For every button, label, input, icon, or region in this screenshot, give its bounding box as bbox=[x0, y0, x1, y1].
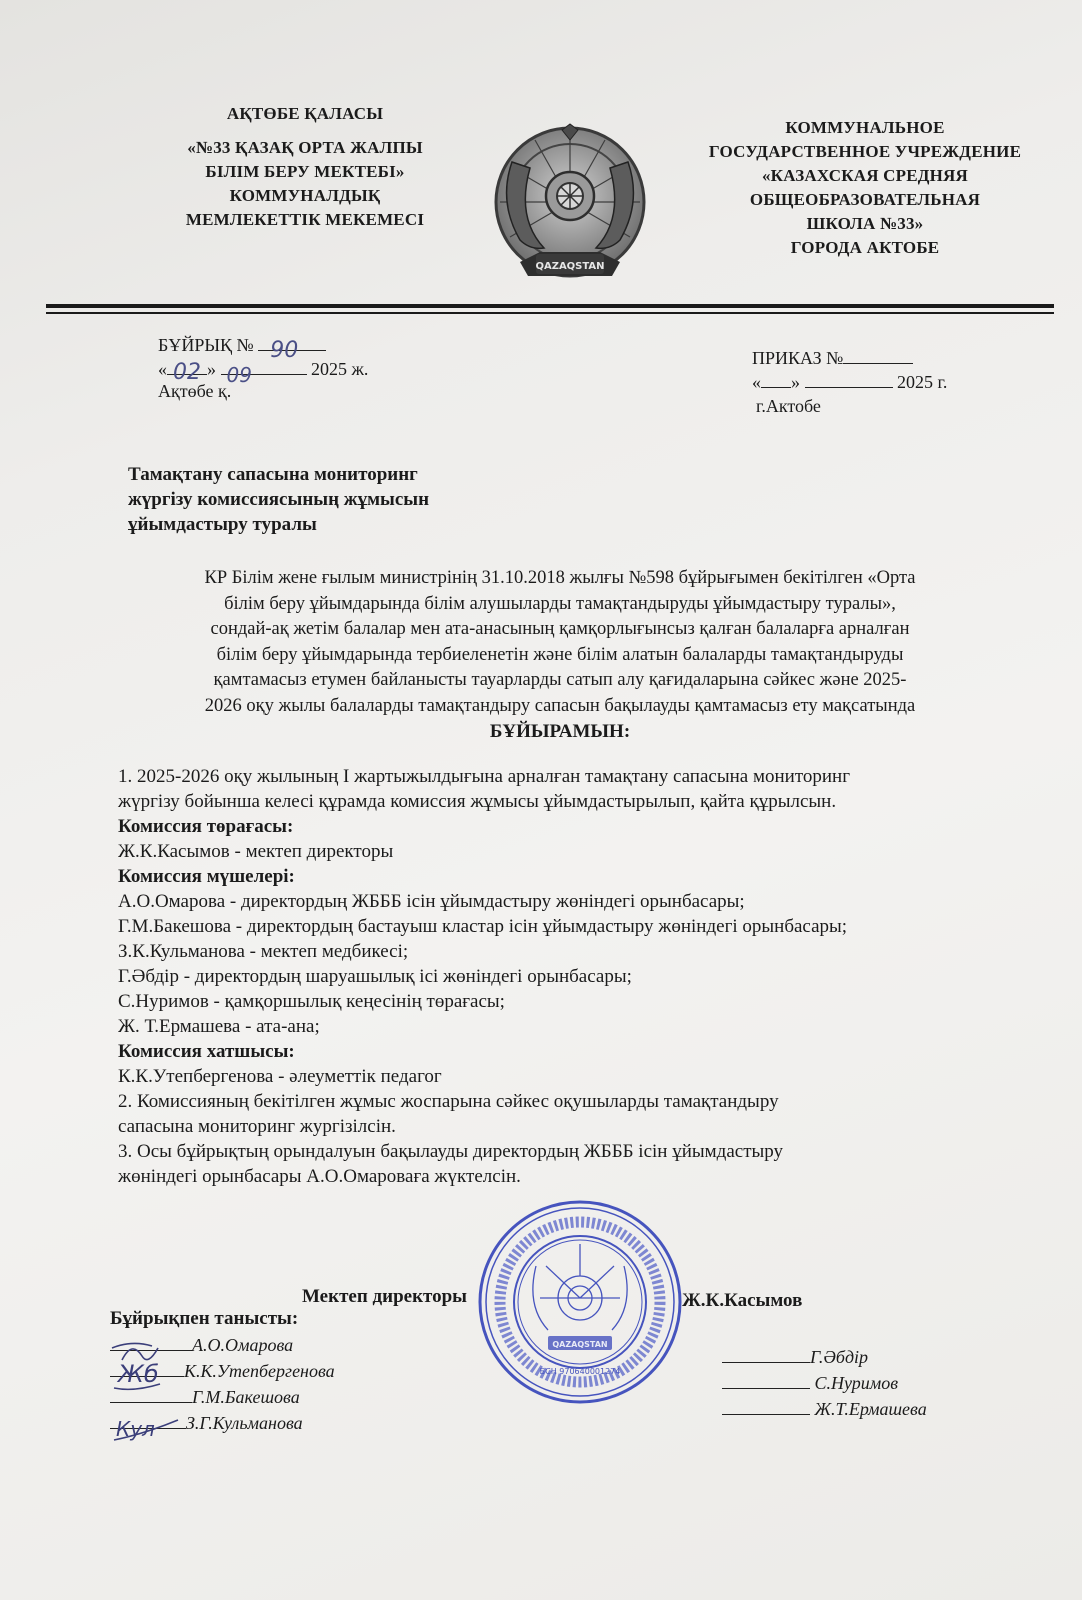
order-kz-city: Ақтөбе қ. bbox=[158, 381, 232, 401]
order-word: БҰЙЫРАМЫН: bbox=[489, 721, 631, 742]
member-line: Г.Әбдір - директордың шаруашылық ісі жөніндегі орынбасары; bbox=[118, 966, 632, 987]
point2-line: сапасына мониторинг жургізілсін. bbox=[118, 1116, 396, 1137]
member-line: З.К.Кульманова - мектеп медбикесі; bbox=[118, 941, 409, 962]
header-kz bbox=[140, 102, 470, 232]
order-day-handwritten: 02 bbox=[173, 360, 201, 385]
preamble bbox=[120, 566, 1000, 745]
stamp-center-text: QAZAQSTAN bbox=[552, 1340, 608, 1349]
order-month-handwritten: 09 bbox=[226, 363, 252, 387]
acquainted-label: Бұйрықпен танысты: bbox=[110, 1308, 299, 1329]
header-ru-line: ОБЩЕОБРАЗОВАТЕЛЬНАЯ bbox=[749, 190, 981, 209]
header-kz-line: КОММУНАЛДЫҚ bbox=[229, 186, 381, 205]
stamp-bottom-text: БСН 970640001274 bbox=[539, 1367, 621, 1376]
signature-row bbox=[722, 1370, 927, 1396]
preamble-line: білім беру ұйымдарында тербиеленетін және білім алатын балаларды тамақтандыруды bbox=[216, 644, 904, 665]
emblem-text: QAZAQSTAN bbox=[535, 261, 605, 272]
signature-name: Ж.Т.Ермашева bbox=[814, 1399, 927, 1419]
header-ru bbox=[680, 116, 1050, 260]
signature-name: К.К.Утепбергенова bbox=[184, 1361, 335, 1381]
header-divider bbox=[46, 304, 1054, 308]
secretary-heading: Комиссия хатшысы: bbox=[118, 1041, 295, 1062]
order-ru-city: г.Актобе bbox=[756, 396, 821, 416]
state-emblem-icon bbox=[490, 122, 650, 294]
member-line: Ж. Т.Ермашева - ата-ана; bbox=[118, 1016, 320, 1037]
signatures-right bbox=[722, 1344, 927, 1422]
members-heading: Комиссия мүшелері: bbox=[118, 866, 295, 887]
point2-line: 2. Комиссияның бекітілген жұмыс жоспарына сәйкес оқушыларды тамақтандыру bbox=[118, 1091, 779, 1112]
signature-row bbox=[722, 1396, 927, 1422]
header-ru-line: ГОРОДА АКТОБЕ bbox=[790, 238, 940, 257]
order-kz-block: БҰЙРЫҚ № 90 « 02 » 09 2025 ж. Ақтөбе қ. bbox=[158, 335, 369, 401]
header-ru-line: «КАЗАХСКАЯ СРЕДНЯЯ bbox=[761, 166, 969, 185]
order-ru-block: ПРИКАЗ № « » 2025 г. г.Актобе bbox=[752, 348, 948, 416]
preamble-line: қамтамасыз етумен байланысты тауарларды сатып алу қағидаларына сәйкес және 2025- bbox=[213, 670, 907, 690]
order-number-handwritten: 90 bbox=[270, 338, 299, 363]
point3-line: жөніндегі орынбасары А.О.Омароваға жүктелсін. bbox=[118, 1166, 521, 1187]
secretary-line: К.К.Утепбергенова - әлеуметтік педагог bbox=[118, 1066, 442, 1087]
header-kz-line: АҚТӨБЕ ҚАЛАСЫ bbox=[226, 104, 384, 123]
order-title bbox=[128, 462, 429, 537]
header-kz-line: «№33 ҚАЗАҚ ОРТА ЖАЛПЫ bbox=[187, 138, 423, 157]
member-line: С.Нуримов - қамқоршылық кеңесінің төрағасы; bbox=[118, 991, 505, 1012]
preamble-line: КР Білім жене ғылым министрінің 31.10.2018 жылғы №598 бұйрығымен бекітілген «Орта bbox=[204, 568, 916, 588]
point3-line: 3. Осы бұйрықтың орындалуын бақылауды директордың ЖБББ ісін ұйымдастыру bbox=[118, 1141, 784, 1162]
order-ru-year: 2025 г. bbox=[897, 372, 948, 392]
header-ru-line: КОММУНАЛЬНОЕ bbox=[785, 118, 945, 137]
header-divider-thin bbox=[46, 312, 1054, 314]
handwritten-initials-1: Жб bbox=[118, 1360, 159, 1388]
handwritten-signatures-icon bbox=[104, 1330, 200, 1448]
order-kz-label: БҰЙРЫҚ № bbox=[158, 335, 254, 355]
header-kz-line: МЕМЛЕКЕТТІК МЕКЕМЕСІ bbox=[185, 210, 425, 229]
preamble-line: сондай-ақ жетім балалар мен ата-анасының қамқорлығынсыз қалған балаларға арналған bbox=[210, 619, 910, 639]
title-line: Тамақтану сапасына мониторинг bbox=[128, 464, 418, 485]
signature-row bbox=[722, 1344, 927, 1370]
order-kz-year: 2025 ж. bbox=[311, 359, 369, 379]
point1-line: жүргізу бойынша келесі құрамда комиссия жұмысы ұйымдастырылып, қайта құрылсын. bbox=[118, 791, 837, 812]
director-name: Ж.К.Касымов bbox=[682, 1290, 803, 1311]
signature-name: З.Г.Кульманова bbox=[186, 1413, 303, 1433]
signature-name: Г.Әбдір bbox=[810, 1347, 869, 1367]
header-ru-line: ГОСУДАРСТВЕННОЕ УЧРЕЖДЕНИЕ bbox=[708, 142, 1022, 161]
point1-line: 1. 2025-2026 оқу жылының І жартыжылдығына арналған тамақтану сапасына мониторинг bbox=[118, 766, 851, 787]
preamble-line: 2026 оқу жылы балаларды тамақтандыру сапасын бақылауды қамтамасыз ету мақсатында bbox=[204, 695, 916, 716]
official-stamp-icon bbox=[474, 1196, 686, 1408]
member-line: А.О.Омарова - директордың ЖБББ ісін ұйымдастыру жөніндегі орынбасары; bbox=[118, 891, 745, 912]
preamble-line: білім беру ұйымдарында білім алушыларды тамақтандыруды ұйымдастыру туралы», bbox=[224, 593, 896, 614]
title-line: ұйымдастыру туралы bbox=[128, 514, 317, 535]
signature-name: Г.М.Бакешова bbox=[192, 1387, 300, 1407]
member-line: Г.М.Бакешова - директордың бастауыш кластар ісін ұйымдастыру жөніндегі орынбасары; bbox=[118, 916, 848, 937]
header-kz-line: БІЛІМ БЕРУ МЕКТЕБІ» bbox=[205, 162, 405, 181]
signature-name: А.О.Омарова bbox=[192, 1335, 294, 1355]
chair-line: Ж.К.Касымов - мектеп директоры bbox=[118, 841, 394, 862]
handwritten-initials-2: Кул bbox=[116, 1417, 155, 1441]
header-ru-line: ШКОЛА №33» bbox=[806, 214, 924, 233]
order-ru-label: ПРИКАЗ № bbox=[752, 348, 844, 368]
director-label: Мектеп директоры bbox=[302, 1286, 468, 1307]
signature-name: С.Нуримов bbox=[814, 1373, 899, 1393]
title-line: жүргізу комиссиясының жұмысын bbox=[128, 489, 430, 510]
order-body bbox=[118, 764, 850, 1189]
chair-heading: Комиссия төрағасы: bbox=[118, 816, 294, 837]
